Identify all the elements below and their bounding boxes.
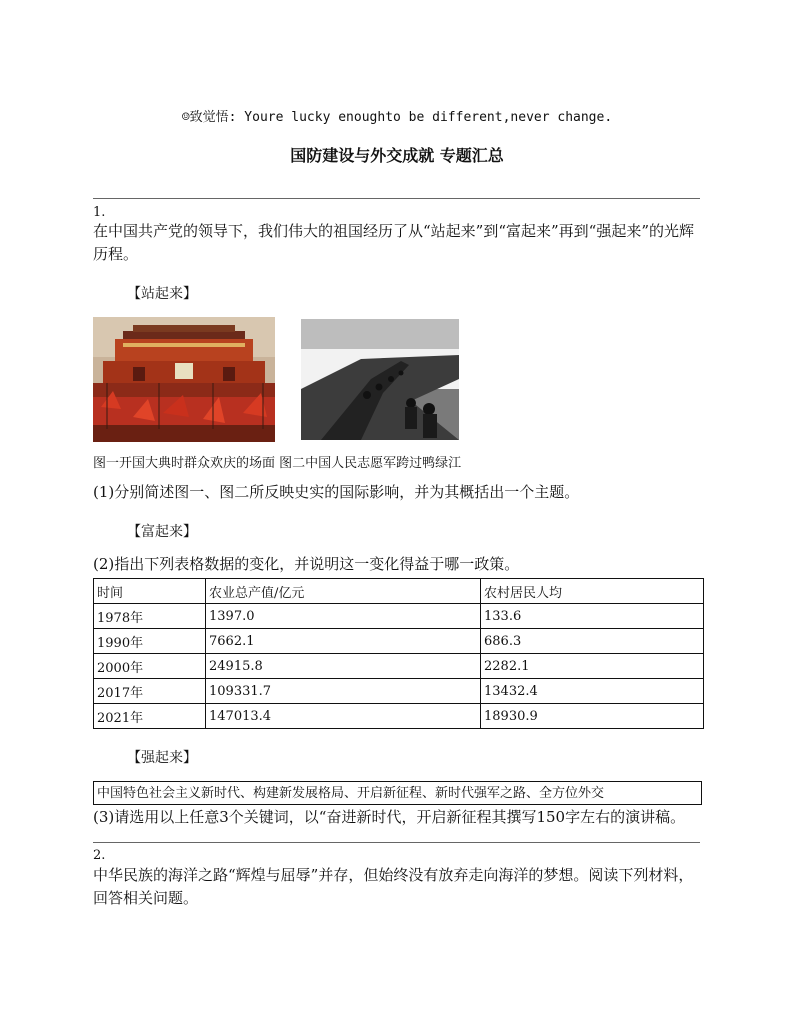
table-row xyxy=(94,629,704,654)
table-cell: 7662.1 xyxy=(206,629,481,654)
table-row xyxy=(94,654,704,679)
table-cell: 24915.8 xyxy=(206,654,481,679)
table-row xyxy=(94,679,704,704)
table-cell: 147013.4 xyxy=(206,704,481,729)
sub-question-3: (3)请选用以上任意3个关键词，以“奋进新时代，开启新征程其撰写150字左右的演讲稿。 xyxy=(93,808,686,826)
page-title: 国防建设与外交成就 专题汇总 xyxy=(290,146,504,165)
table-cell: 18930.9 xyxy=(481,704,704,729)
table-cell: 2282.1 xyxy=(481,654,704,679)
table-cell: 2000年 xyxy=(94,654,206,679)
section-heading-getting-strong: 【强起来】 xyxy=(127,750,197,766)
table-cell: 1978年 xyxy=(94,604,206,629)
table-cell: 1397.0 xyxy=(206,604,481,629)
section-heading-getting-rich: 【富起来】 xyxy=(127,524,197,540)
table-row xyxy=(94,604,704,629)
sub-question-1: (1)分别简述图一、图二所反映史实的国际影响，并为其概括出一个主题。 xyxy=(93,483,580,501)
section-heading-standing-up: 【站起来】 xyxy=(127,286,197,302)
motto-line: ☺致觉悟: Youre lucky enoughto be different,never change. xyxy=(181,110,613,125)
header-cell-time: 时间 xyxy=(94,579,206,604)
founding-ceremony-photo xyxy=(93,317,275,442)
table-cell: 1990年 xyxy=(94,629,206,654)
table-cell: 2017年 xyxy=(94,679,206,704)
question-number: 2. xyxy=(93,848,106,863)
sub-question-2: (2)指出下列表格数据的变化，并说明这一变化得益于哪一政策。 xyxy=(93,555,520,573)
yalu-river-crossing-photo xyxy=(301,319,459,440)
header-cell-output: 农业总产值/亿元 xyxy=(206,579,481,604)
divider xyxy=(93,198,700,199)
divider xyxy=(93,842,700,843)
header-cell-per-capita: 农村居民人均 xyxy=(481,579,704,604)
table-cell: 2021年 xyxy=(94,704,206,729)
question-intro: 中华民族的海洋之路“辉煌与屈辱”并存，但始终没有放弃走向海洋的梦想。阅读下列材料，回答相关问题。 xyxy=(93,866,694,907)
agriculture-data-table xyxy=(93,578,704,729)
keyword-box: 中国特色社会主义新时代、构建新发展格局、开启新征程、新时代强军之路、全方位外交 xyxy=(93,781,702,805)
figure-caption: 图一开国大典时群众欢庆的场面 图二中国人民志愿军跨过鸭绿江 xyxy=(93,456,462,471)
table-row xyxy=(94,704,704,729)
table-cell: 109331.7 xyxy=(206,679,481,704)
question-number: 1. xyxy=(93,205,106,220)
table-cell: 686.3 xyxy=(481,629,704,654)
table-cell: 133.6 xyxy=(481,604,704,629)
question-intro: 在中国共产党的领导下，我们伟大的祖国经历了从“站起来”到“富起来”再到“强起来”的光辉历程。 xyxy=(93,222,695,263)
table-header-row xyxy=(94,579,704,604)
table-cell: 13432.4 xyxy=(481,679,704,704)
